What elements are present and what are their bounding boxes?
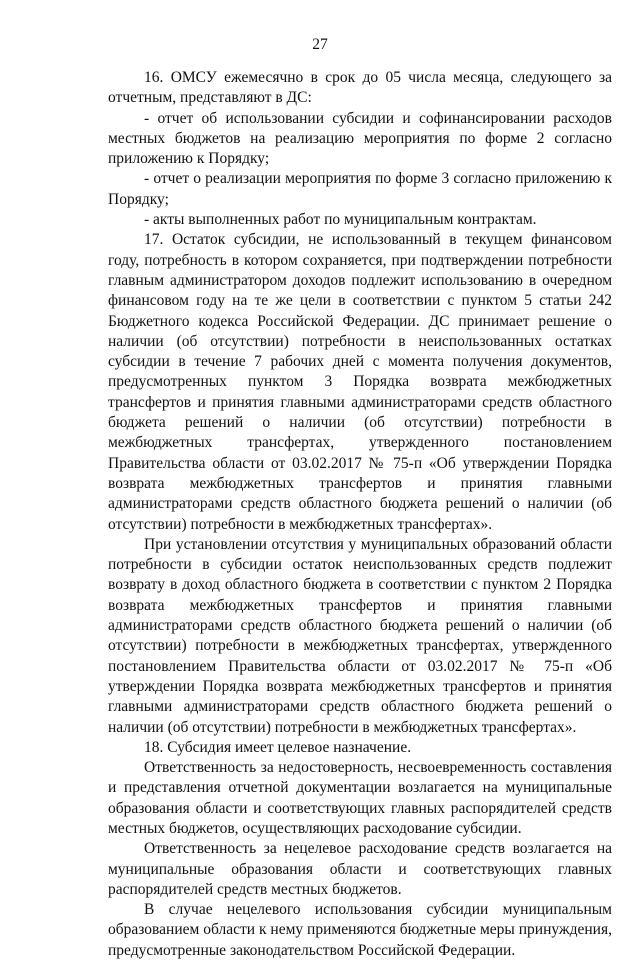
document-body bbox=[108, 68, 612, 961]
paragraph-responsibility-reporting: Ответственность за недостоверность, несвоевременность составления и представления отчетной документации возлагается на муниципальные образования области и соответствующих главных распорядителей средств местных бюджетов, осуществляющих расходование субсидии. bbox=[108, 759, 612, 837]
list-item-report-implementation: - отчет о реализации мероприятия по форме 3 согласно приложению к Порядку; bbox=[108, 170, 612, 208]
list-item-work-acts: - акты выполненных работ по муниципальным контрактам. bbox=[144, 211, 537, 229]
paragraph-16-intro: 16. ОМСУ ежемесячно в срок до 05 числа месяца, следующего за отчетным, представляют в ДС: bbox=[108, 69, 612, 107]
paragraph-responsibility-misuse: Ответственность за нецелевое расходование средств возлагается на муниципальные образования области и соответствующих главных распорядителей средств местных бюджетов. bbox=[108, 840, 612, 898]
paragraph-17-continuation: При установлении отсутствия у муниципальных образований области потребности в субсидии остаток неиспользованных средств подлежит возврату в доход областного бюджета в соответствии с пунктом 2 Порядка возврата межбюджетных трансфертов и принятия главными администраторами средств областного бюджета решений о наличии (об отсутствии) потребности в межбюджетных трансфертах, утвержденного постановлением Правительства области от 03.02.2017 № 75-п «Об утверждении Порядка возврата межбюджетных трансфертов и принятия главными администраторами средств областного бюджета решений о наличии (об отсутствии) потребности в межбюджетных трансфертах». bbox=[108, 535, 612, 736]
paragraph-misuse-measures: В случае нецелевого использования субсидии муниципальным образованием области к нему применяются бюджетные меры принуждения, предусмотренные законодательством Российской Федерации. bbox=[108, 901, 612, 959]
paragraph-17: 17. Остаток субсидии, не использованный в текущем финансовом году, потребность в котором сохраняется, при подтверждении потребности главным администратором доходов подлежит использованию в очередном финансовом году на те же цели в соответствии с пунктом 5 статьи 242 Бюджетного кодекса Российской Федерации. ДС принимает решение о наличии (об отсутствии) потребности в неиспользованных остатках субсидии в течение 7 рабочих дней с момента получения документов, предусмотренных пунктом 3 Порядка возврата межбюджетных трансфертов и принятия главными администраторами средств областного бюджета решений о наличии (об отсутствии) потребности в межбюджетных трансфертах, утвержденного постановлением Правительства области от 03.02.2017 № 75-п «Об утверждении Порядка возврата межбюджетных трансфертов и принятия главными администраторами средств областного бюджета решений о наличии (об отсутствии) потребности в межбюджетных трансфертах». bbox=[108, 231, 612, 533]
page-number: 27 bbox=[312, 36, 328, 53]
list-item-report-usage: - отчет об использовании субсидии и софинансировании расходов местных бюджетов на реализацию мероприятия по форме 2 согласно приложению к Порядку; bbox=[108, 109, 612, 168]
paragraph-18: 18. Субсидия имеет целевое назначение. bbox=[144, 738, 412, 756]
